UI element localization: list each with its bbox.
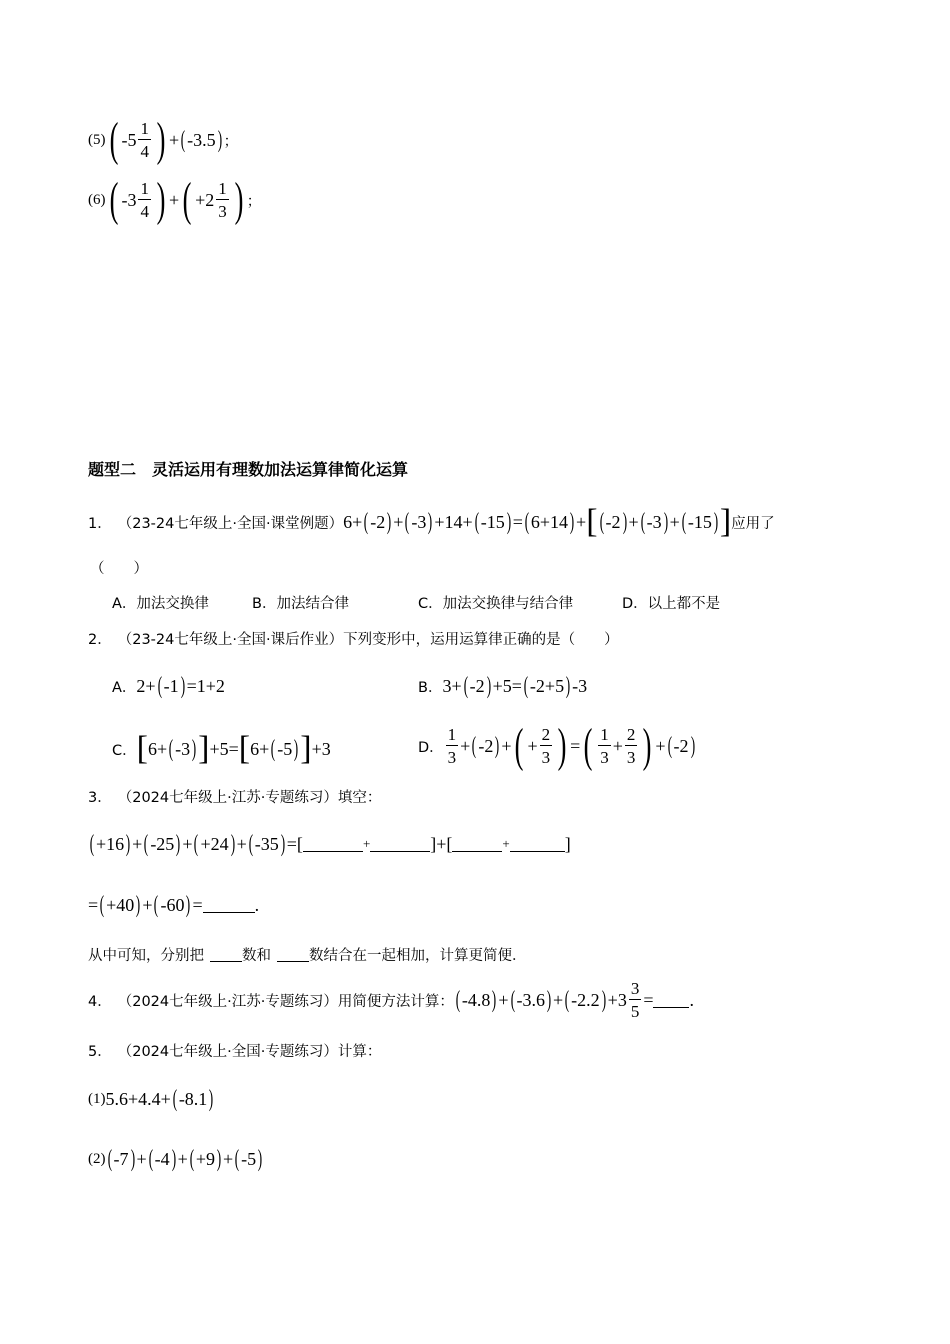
- question-2-option-b[interactable]: B． 3+ ( -2 ) +5= ( -2+5 ) -3: [418, 673, 588, 699]
- question-5-line: 5． （2024七年级上·全国·专题练习） 计算：: [88, 1040, 381, 1061]
- question-1-option-c[interactable]: C．加法交换律与结合律: [418, 596, 574, 612]
- question-2-option-a[interactable]: A． 2+ ( -1 ) =1+2: [112, 673, 225, 699]
- question-5-part-1: (1) 5.6+4.4+ ( -8.1 ): [88, 1086, 214, 1112]
- fraction: $\frac{1}{4}$: [140, 179, 149, 221]
- fill-blank[interactable]: [203, 898, 255, 913]
- section-heading: 题型二 灵活运用有理数加法运算律简化运算: [88, 460, 409, 479]
- fill-blank[interactable]: [452, 837, 502, 852]
- problem-5-line: (5) ( -5 $\frac{1}{4}$ ) + ( -3.5 ) ；: [88, 113, 239, 166]
- fill-blank[interactable]: [210, 947, 242, 962]
- question-source: （2024七年级上·江苏·专题练习）: [117, 790, 338, 806]
- fraction: $\frac{1}{3}$: [218, 179, 227, 221]
- question-1-expression: 6+ ( -2 ) + ( -3 ) +14+ ( -15 ) = ( 6+14 ) + [ ( -2 ) + ( -3 ) + ( -15 ) ]: [343, 503, 732, 540]
- question-number: 1．: [88, 515, 112, 532]
- question-1-option-a[interactable]: A．加法交换律: [112, 596, 209, 612]
- fill-blank[interactable]: [653, 993, 689, 1008]
- fraction: $\frac{2}{3}$: [626, 725, 636, 767]
- fill-blank[interactable]: [277, 947, 309, 962]
- question-2-option-d[interactable]: D． $\frac{1}{3}$ + ( -2 ) + ( + $\frac{2}{3}$ ) = ( $\frac{1}{3}$ + $\frac{2}{3}$ ) + ( -2 ): [418, 719, 695, 772]
- fill-blank[interactable]: [510, 837, 565, 852]
- question-source: （2024七年级上·江苏·专题练习）: [117, 993, 338, 1010]
- question-stem: 下列变形中，运用运算律正确的是（ ）: [343, 632, 619, 648]
- fraction: $\frac{1}{3}$: [447, 725, 457, 767]
- question-3-expression-1: ( +16 ) + ( -25 ) + ( +24 ) + ( -35 ) =[ + ]+[ + ]: [89, 831, 571, 857]
- question-source: （23-24七年级上·全国·课后作业）: [117, 632, 344, 648]
- problem-5-label: (5): [88, 131, 106, 148]
- fraction: $\frac{1}{4}$: [140, 119, 149, 161]
- question-1-answer-paren: （ ）: [90, 561, 148, 577]
- question-3-expression-2: = ( +40 ) + ( -60 ) = .: [88, 892, 260, 918]
- fraction: $\frac{2}{3}$: [541, 725, 551, 767]
- question-2-line: 2． （23-24七年级上·全国·课后作业） 下列变形中，运用运算律正确的是（ ）: [88, 628, 619, 649]
- problem-6-line: (6) ( -3 $\frac{1}{4}$ ) + ( +2 $\frac{1}{3}$ ) ；: [88, 173, 262, 226]
- fill-blank[interactable]: [370, 837, 430, 852]
- problem-5-expression: ( -5 $\frac{1}{4}$ ) + ( -3.5 ): [109, 113, 222, 166]
- problem-6-expression: ( -3 $\frac{1}{4}$ ) + ( +2 $\frac{1}{3}$ ): [109, 173, 244, 226]
- question-3-conclusion: 从中可知，分别把 数和 数结合在一起相加，计算更简便．: [88, 948, 527, 964]
- fraction: $\frac{1}{3}$: [600, 725, 609, 767]
- question-1-option-b[interactable]: B．加法结合律: [252, 596, 349, 612]
- question-source: （23-24七年级上·全国·课堂例题）: [117, 515, 344, 532]
- problem-6-label: (6): [88, 191, 106, 208]
- question-2-option-c[interactable]: C． [ 6+ ( -3 ) ] +5= [ 6+ ( -5 ) ] +3: [112, 730, 331, 767]
- question-1-line: 1． （23-24七年级上·全国·课堂例题） 6+ ( -2 ) + ( -3 ) +14+ ( -15 ) = ( 6+14 ) + [ ( -2 ) + ( -3 ) + ( -15 ) ] 应用了: [88, 503, 775, 540]
- question-source: （2024七年级上·全国·专题练习）: [117, 1044, 338, 1060]
- question-5-part-2: (2) ( -7 ) + ( -4 ) + ( +9 ) + ( -5 ): [88, 1146, 263, 1172]
- fraction: $\frac{3}{5}$: [630, 979, 640, 1021]
- question-1-option-d[interactable]: D．以上都不是: [622, 596, 721, 612]
- question-4-line: 4． （2024七年级上·江苏·专题练习） 用简便方法计算： ( -4.8 ) + ( -3.6 ) + ( -2.2 ) +3 $\frac{3}{5}$ = .: [88, 979, 694, 1021]
- question-3-line: 3． （2024七年级上·江苏·专题练习） 填空：: [88, 786, 381, 807]
- fill-blank[interactable]: [303, 837, 363, 852]
